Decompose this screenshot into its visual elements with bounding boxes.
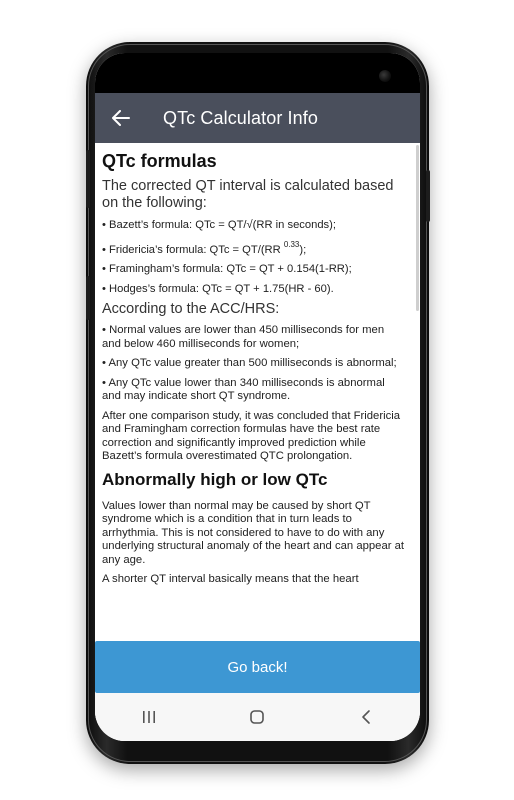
abnormal-paragraph-1: Values lower than normal may be caused by short QT syndrome which is a condition that in turn leads to arrhythmia. This is not considered to have to do with any underlying structural anomaly of the heart and can appear at any age. <box>102 499 405 566</box>
system-nav-bar <box>95 693 420 741</box>
list-item: • Any QTc value lower than 340 milliseconds is abnormal and may indicate short QT syndrome. <box>102 376 385 402</box>
nav-back-icon[interactable] <box>354 705 378 729</box>
section-heading-formulas: QTc formulas <box>102 151 217 171</box>
go-back-button[interactable]: Go back! <box>95 641 420 693</box>
formula-fridericia <box>102 238 406 257</box>
info-content[interactable] <box>95 143 420 643</box>
formula-bazett: • Bazett’s formula: QTc = QT/√(RR in seconds); <box>102 219 336 231</box>
bixby-button <box>86 276 90 320</box>
acc-hrs-list <box>102 324 406 404</box>
list-item: • Normal values are lower than 450 milliseconds for men and below 460 milliseconds for women; <box>102 324 385 350</box>
list-item: • Any QTc value greater than 500 milliseconds is abnormal; <box>102 357 397 369</box>
formula-fridericia-end: ); <box>299 243 307 256</box>
formula-framingham: • Framingham’s formula: QTc = QT + 0.154(1-RR); <box>102 263 352 275</box>
formula-hodges: • Hodges’s formula: QTc = QT + 1.75(HR - 60). <box>102 282 334 295</box>
home-icon[interactable] <box>245 705 269 729</box>
section-heading-abnormal: Abnormally high or low QTc <box>102 469 328 489</box>
intro-text: The corrected QT interval is calculated based on the following: <box>102 178 394 211</box>
formula-fridericia-text: • Fridericia’s formula: QTc = QT/(RR <box>102 243 284 256</box>
volume-button <box>86 150 90 208</box>
acc-hrs-subheading: According to the ACC/HRS: <box>102 301 280 317</box>
power-button <box>426 170 430 222</box>
conclusion-paragraph: After one comparison study, it was concluded that Fridericia and Framingham correction formulas have the best rate correction and significantly improved prediction while Bazett’s formula overestimated QTC prolongation. <box>102 409 401 462</box>
scrollbar-thumb[interactable] <box>416 145 419 311</box>
front-camera <box>379 70 391 82</box>
page-title: QTc Calculator Info <box>163 107 318 128</box>
recent-apps-icon[interactable] <box>137 705 161 729</box>
formula-fridericia-exponent: 0.33 <box>283 239 300 249</box>
formula-list <box>102 218 406 296</box>
phone-screen <box>95 53 420 741</box>
status-bar <box>95 53 420 93</box>
arrow-left-icon[interactable] <box>109 106 133 130</box>
app-bar <box>95 93 420 143</box>
abnormal-paragraph-2: A shorter QT interval basically means that the heart <box>102 573 359 585</box>
bottom-area <box>95 641 420 741</box>
